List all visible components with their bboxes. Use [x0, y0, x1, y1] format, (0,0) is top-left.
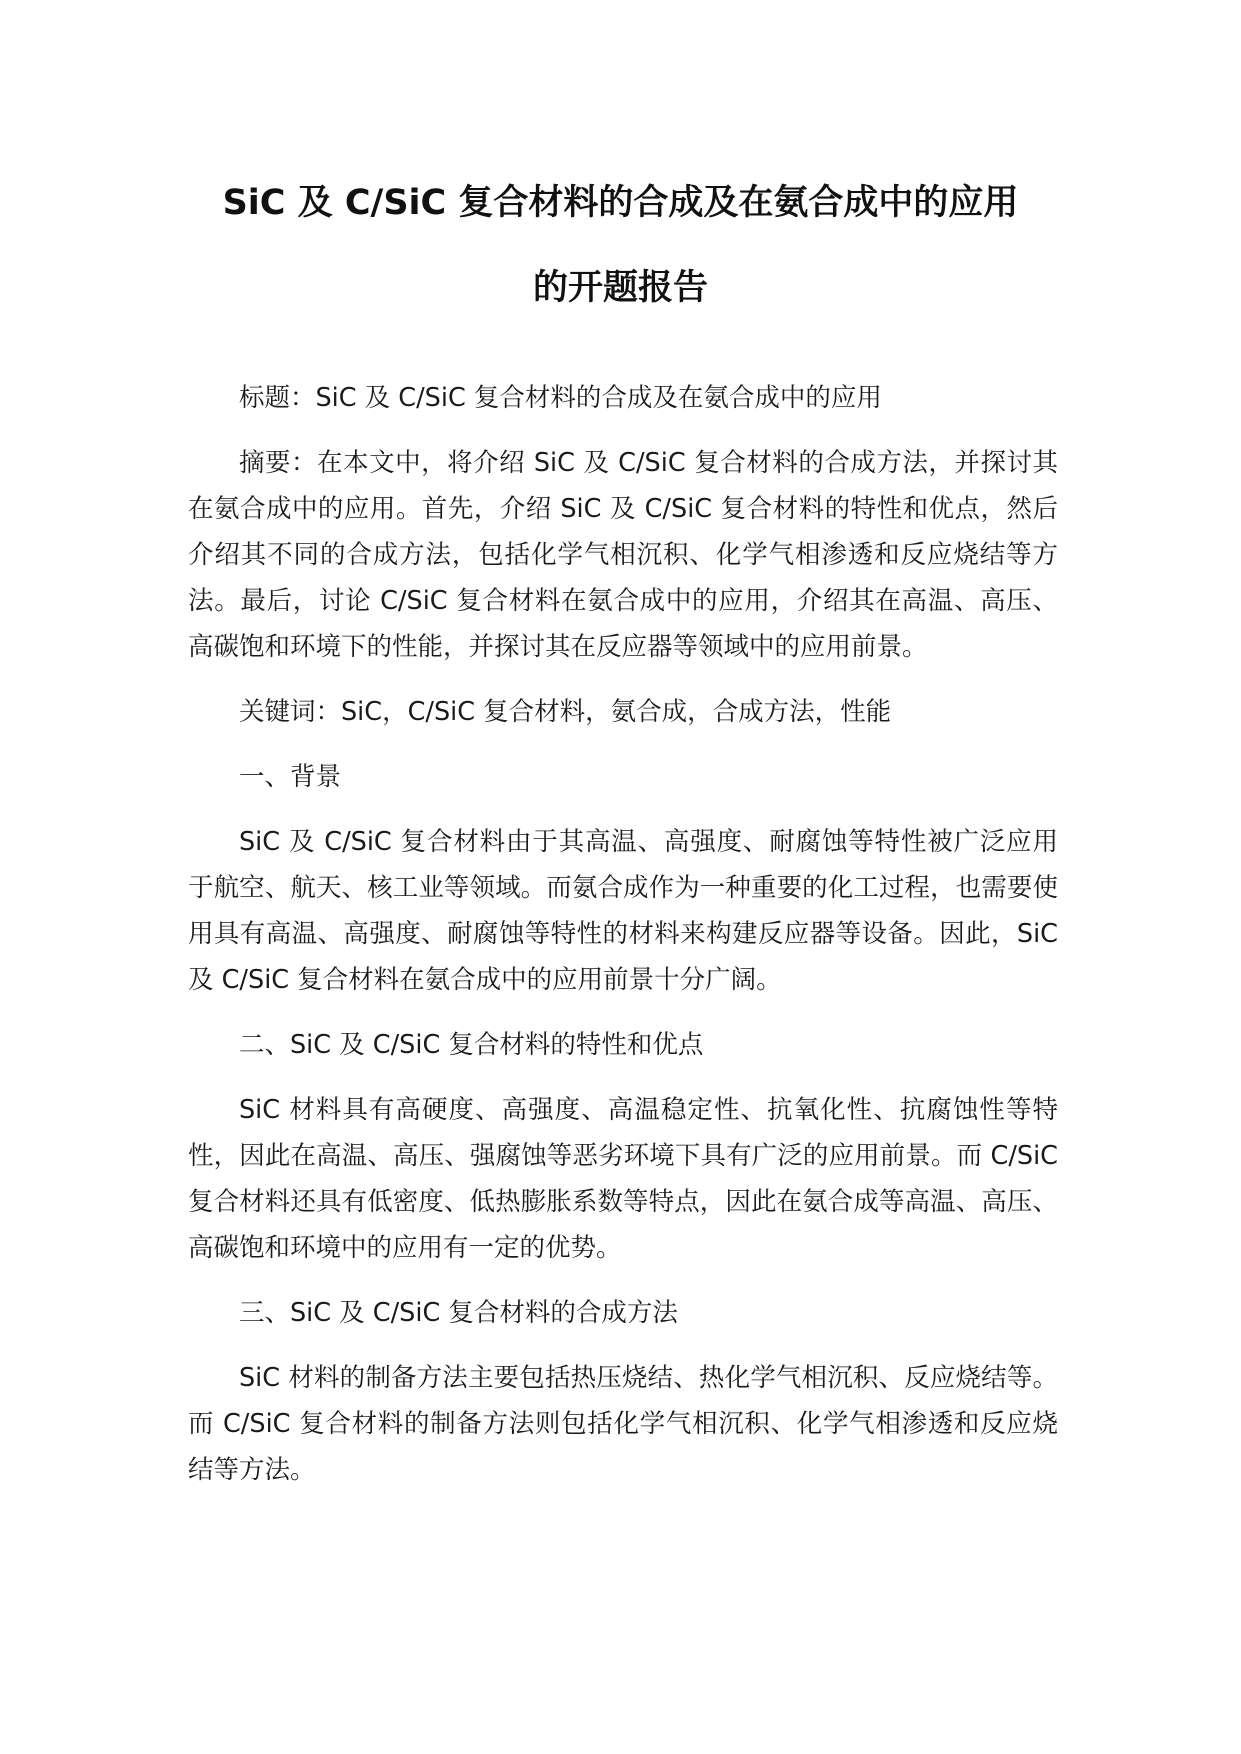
section-heading-properties: 二、SiC 及 C/SiC 复合材料的特性和优点: [239, 1030, 704, 1060]
title-paragraph: 标题：SiC 及 C/SiC 复合材料的合成及在氨合成中的应用: [239, 383, 882, 413]
section-heading-synthesis: 三、SiC 及 C/SiC 复合材料的合成方法: [239, 1298, 678, 1328]
document-title-line-2: 的开题报告: [532, 268, 708, 308]
keywords-paragraph: 关键词：SiC，C/SiC 复合材料，氨合成，合成方法，性能: [239, 697, 892, 727]
section-heading-background: 一、背景: [239, 762, 342, 792]
properties-paragraph: SiC 材料具有高硬度、高强度、高温稳定性、抗氧化性、抗腐蚀性等特性，因此在高温、高压、强腐蚀等恶劣环境下具有广泛的应用前景。而 C/SiC 复合材料还具有低密度、低热膨胀系数等特点，因此在氨合成等高温、高压、高碳饱和环境中的应用有一定的优势。: [188, 1095, 1058, 1263]
abstract-paragraph: 摘要：在本文中，将介绍 SiC 及 C/SiC 复合材料的合成方法，并探讨其在氨合成中的应用。首先，介绍 SiC 及 C/SiC 复合材料的特性和优点，然后介绍其不同的合成方法，包括化学气相沉积、化学气相渗透和反应烧结等方法。最后，讨论 C/SiC 复合材料在氨合成中的应用，介绍其在高温、高压、高碳饱和环境下的性能，并探讨其在反应器等领域中的应用前景。: [188, 448, 1058, 662]
synthesis-paragraph: SiC 材料的制备方法主要包括热压烧结、热化学气相沉积、反应烧结等。而 C/SiC 复合材料的制备方法则包括化学气相沉积、化学气相渗透和反应烧结等方法。: [188, 1363, 1058, 1485]
document-body: [188, 375, 1058, 1512]
document-title-line-1: SiC 及 C/SiC 复合材料的合成及在氨合成中的应用: [222, 183, 1019, 223]
background-paragraph: SiC 及 C/SiC 复合材料由于其高温、高强度、耐腐蚀等特性被广泛应用于航空、航天、核工业等领域。而氨合成作为一种重要的化工过程，也需要使用具有高温、高强度、耐腐蚀等特性的材料来构建反应器等设备。因此，SiC 及 C/SiC 复合材料在氨合成中的应用前景十分广阔。: [188, 827, 1058, 995]
